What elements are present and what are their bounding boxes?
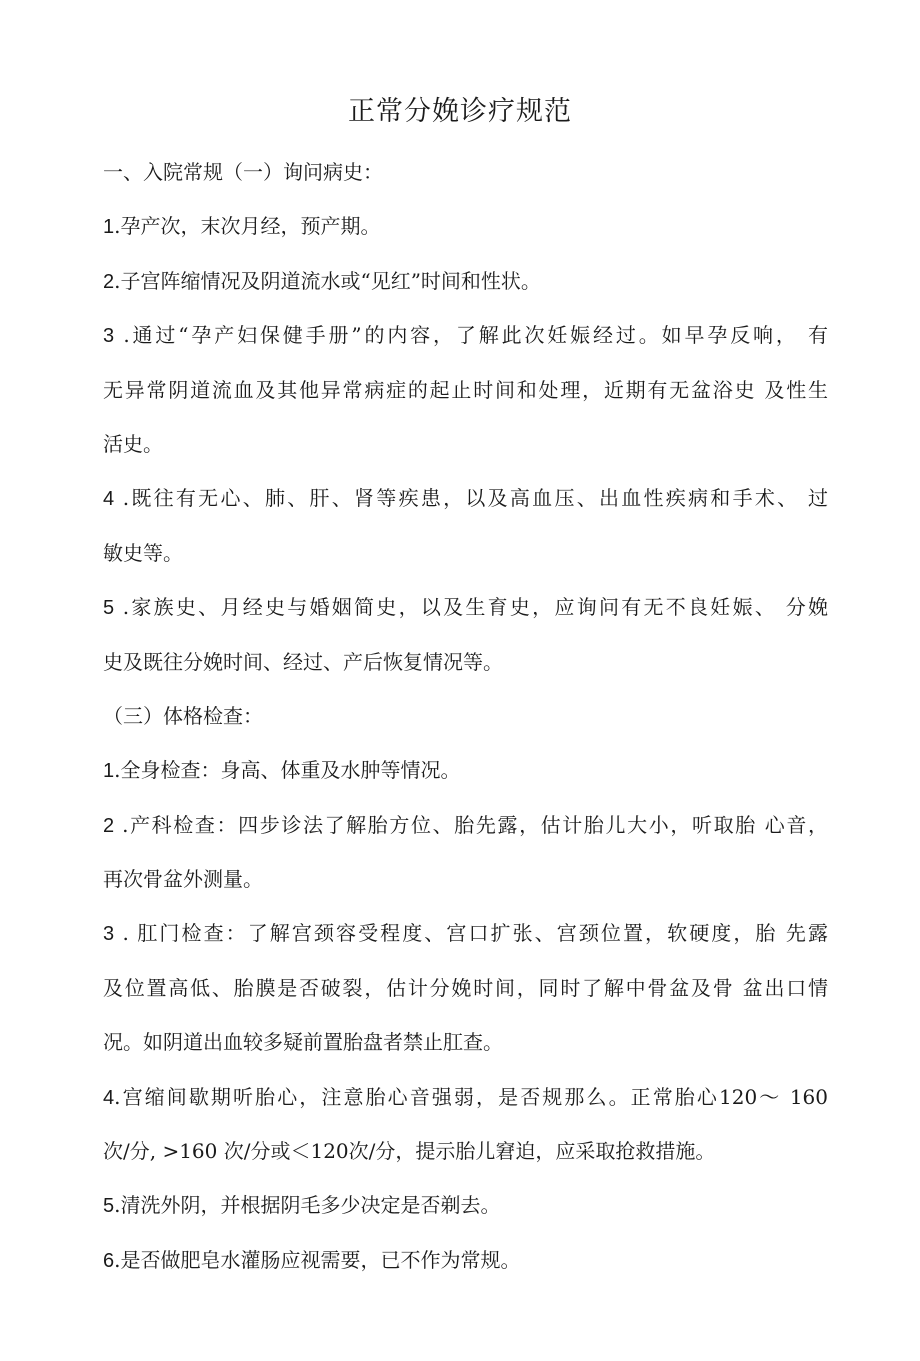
item-number: 3 bbox=[103, 325, 115, 348]
paragraph-line bbox=[103, 526, 828, 580]
list-item bbox=[103, 1233, 828, 1287]
list-item bbox=[103, 308, 828, 362]
paragraph-line bbox=[103, 1015, 828, 1069]
paragraph-line bbox=[103, 852, 828, 906]
line-text: 及位置高低、胎膜是否破裂，估计分娩时间，同时了解中骨盆及骨 盆出口情 bbox=[103, 975, 828, 1000]
item-number: 4 bbox=[103, 488, 115, 511]
section-heading bbox=[103, 145, 828, 199]
list-item bbox=[103, 1178, 828, 1232]
line-text: 次/分, >160 次/分或＜120次/分，提示胎儿窘迫，应采取抢救措施。 bbox=[103, 1139, 716, 1164]
line-text: .宫缩间歇期听胎心，注意胎心音强弱，是否规那么。正常胎心120〜 160 bbox=[114, 1084, 828, 1109]
line-text: （三）体格检查： bbox=[103, 703, 263, 728]
line-text: .是否做肥皂水灌肠应视需要，已不作为常规。 bbox=[114, 1247, 521, 1272]
paragraph-line bbox=[103, 635, 828, 689]
item-number: 5 bbox=[103, 597, 115, 620]
line-text: 敏史等。 bbox=[103, 540, 183, 565]
line-text: .子宫阵缩情况及阴道流水或“见红”时间和性状。 bbox=[114, 268, 541, 293]
line-text: .既往有无心、肺、肝、肾等疾患，以及高血压、出血性疾病和手术、 过 bbox=[114, 486, 828, 511]
line-text: .孕产次，末次月经，预产期。 bbox=[114, 214, 381, 239]
list-item bbox=[103, 254, 828, 308]
list-item bbox=[103, 906, 828, 960]
item-number: 5 bbox=[103, 1195, 115, 1218]
line-text: 一、入院常规（一）询问病史： bbox=[103, 160, 383, 184]
line-text: 再次骨盆外测量。 bbox=[103, 867, 263, 892]
line-text: .清洗外阴，并根据阴毛多少决定是否剃去。 bbox=[114, 1193, 501, 1218]
list-item bbox=[103, 798, 828, 852]
line-text: .产科检查：四步诊法了解胎方位、胎先露，估计胎儿大小，听取胎 心音， bbox=[114, 812, 828, 837]
list-item bbox=[103, 580, 828, 634]
item-number: 4 bbox=[103, 1086, 115, 1109]
line-text: .全身检查：身高、体重及水肿等情况。 bbox=[114, 758, 461, 783]
item-number: 6 bbox=[103, 1249, 115, 1272]
document-body bbox=[103, 145, 828, 1287]
line-text: 史及既往分娩时间、经过、产后恢复情况等。 bbox=[103, 649, 503, 674]
list-item bbox=[103, 199, 828, 253]
list-item bbox=[103, 1070, 828, 1124]
paragraph-line bbox=[103, 1124, 828, 1178]
line-text: 活史。 bbox=[103, 431, 163, 456]
page-title: 正常分娩诊疗规范 bbox=[348, 96, 572, 127]
line-text: 无异常阴道流血及其他异常病症的起止时间和处理，近期有无盆浴史 及性生 bbox=[103, 377, 828, 402]
line-text: .家族史、月经史与婚姻简史，以及生育史，应询问有无不良妊娠、 分娩 bbox=[114, 595, 828, 620]
paragraph-line bbox=[103, 363, 828, 417]
line-text: . 肛门检查：了解宫颈容受程度、宫口扩张、宫颈位置，软硬度，胎 先露 bbox=[114, 921, 828, 946]
paragraph-line bbox=[103, 961, 828, 1015]
item-number: 1 bbox=[103, 760, 115, 783]
section-heading bbox=[103, 689, 828, 743]
item-number: 2 bbox=[103, 270, 115, 293]
item-number: 2 bbox=[103, 814, 115, 837]
item-number: 3 bbox=[103, 923, 115, 946]
line-text: 况。如阴道出血较多疑前置胎盘者禁止肛查。 bbox=[103, 1030, 503, 1055]
list-item bbox=[103, 471, 828, 525]
list-item bbox=[103, 743, 828, 797]
item-number: 1 bbox=[103, 216, 115, 239]
line-text: .通过“孕产妇保健手册”的内容，了解此次妊娠经过。如早孕反响， 有 bbox=[114, 323, 828, 348]
paragraph-line bbox=[103, 417, 828, 471]
